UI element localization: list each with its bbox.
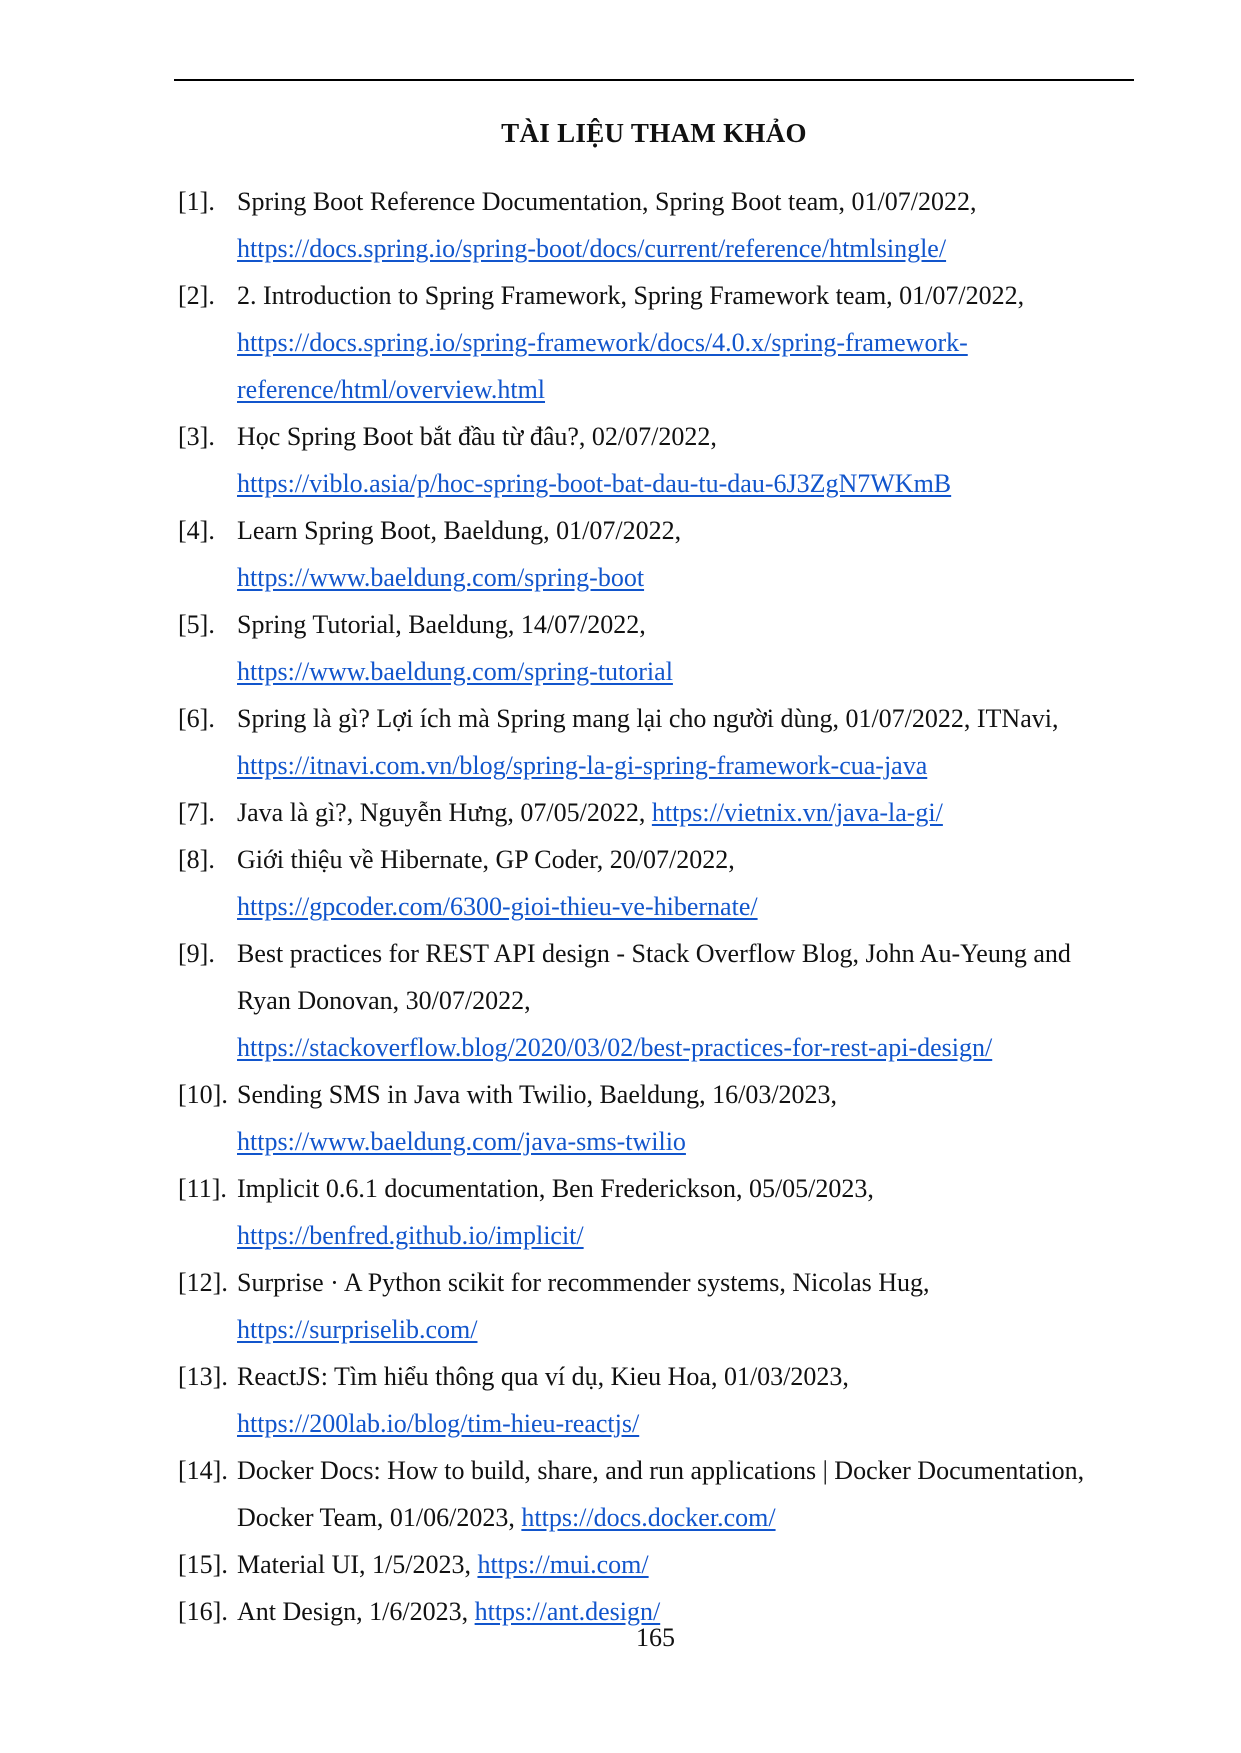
- reference-text: Ant Design, 1/6/2023,: [237, 1597, 469, 1626]
- reference-text: Docker Docs: How to build, share, and run applications | Docker Documentation,: [237, 1456, 1085, 1485]
- reference-number: [5].: [178, 610, 215, 639]
- page-number: 165: [636, 1623, 675, 1652]
- reference-link[interactable]: https://surpriselib.com/: [237, 1315, 478, 1344]
- reference-link[interactable]: https://docs.spring.io/spring-framework/docs/4.0.x/spring-framework-: [237, 328, 968, 357]
- reference-item-9: [178, 930, 1138, 1071]
- reference-item-7: [178, 789, 1138, 836]
- reference-link[interactable]: https://docs.spring.io/spring-boot/docs/current/reference/htmlsingle/: [237, 234, 947, 263]
- reference-number: [8].: [178, 845, 215, 874]
- reference-number: [7].: [178, 798, 215, 827]
- reference-item-11: [178, 1165, 1138, 1259]
- reference-link[interactable]: https://viblo.asia/p/hoc-spring-boot-bat-dau-tu-dau-6J3ZgN7WKmB: [237, 469, 952, 498]
- reference-text: Best practices for REST API design - Stack Overflow Blog, John Au-Yeung and: [237, 939, 1071, 968]
- reference-link[interactable]: https://gpcoder.com/6300-gioi-thieu-ve-hibernate/: [237, 892, 758, 921]
- reference-number: [12].: [178, 1268, 228, 1297]
- reference-link[interactable]: https://www.baeldung.com/spring-boot: [237, 563, 645, 592]
- reference-number: [2].: [178, 281, 215, 310]
- reference-link[interactable]: https://200lab.io/blog/tim-hieu-reactjs/: [237, 1409, 640, 1438]
- reference-link[interactable]: https://itnavi.com.vn/blog/spring-la-gi-spring-framework-cua-java: [237, 751, 928, 780]
- reference-text: Java là gì?, Nguyễn Hưng, 07/05/2022,: [237, 798, 646, 827]
- reference-link[interactable]: https://ant.design/: [474, 1597, 661, 1626]
- reference-number: [4].: [178, 516, 215, 545]
- reference-link[interactable]: https://mui.com/: [477, 1550, 649, 1579]
- reference-link[interactable]: https://stackoverflow.blog/2020/03/02/best-practices-for-rest-api-design/: [237, 1033, 993, 1062]
- reference-link[interactable]: https://benfred.github.io/implicit/: [237, 1221, 584, 1250]
- reference-item-1: [178, 178, 1138, 272]
- reference-link[interactable]: https://www.baeldung.com/java-sms-twilio: [237, 1127, 686, 1156]
- reference-item-15: [178, 1541, 1138, 1588]
- reference-item-14: [178, 1447, 1138, 1541]
- reference-number: [3].: [178, 422, 215, 451]
- reference-text: Spring Boot Reference Documentation, Spring Boot team, 01/07/2022,: [237, 187, 977, 216]
- reference-number: [10].: [178, 1080, 228, 1109]
- reference-text: Implicit 0.6.1 documentation, Ben Frederickson, 05/05/2023,: [237, 1174, 874, 1203]
- reference-number: [11].: [178, 1174, 227, 1203]
- reference-item-6: [178, 695, 1138, 789]
- reference-number: [13].: [178, 1362, 228, 1391]
- reference-item-3: [178, 413, 1138, 507]
- reference-number: [15].: [178, 1550, 228, 1579]
- reference-link-continued[interactable]: reference/html/overview.html: [237, 375, 546, 404]
- reference-number: [14].: [178, 1456, 228, 1485]
- reference-item-5: [178, 601, 1138, 695]
- reference-number: [9].: [178, 939, 215, 968]
- reference-number: [1].: [178, 187, 215, 216]
- reference-text: Surprise · A Python scikit for recommender systems, Nicolas Hug,: [237, 1268, 930, 1297]
- reference-item-12: [178, 1259, 1138, 1353]
- reference-item-8: [178, 836, 1138, 930]
- reference-item-2: [178, 272, 1138, 413]
- reference-text-continued: Docker Team, 01/06/2023,: [237, 1503, 515, 1532]
- reference-item-13: [178, 1353, 1138, 1447]
- reference-text: 2. Introduction to Spring Framework, Spring Framework team, 01/07/2022,: [237, 281, 1025, 310]
- reference-text: Spring là gì? Lợi ích mà Spring mang lại cho người dùng, 01/07/2022, ITNavi,: [237, 704, 1059, 733]
- reference-text: Giới thiệu về Hibernate, GP Coder, 20/07/2022,: [237, 845, 735, 874]
- page-title: TÀI LIỆU THAM KHẢO: [501, 118, 807, 148]
- reference-text: Học Spring Boot bắt đầu từ đâu?, 02/07/2022,: [237, 422, 717, 451]
- reference-text: Learn Spring Boot, Baeldung, 01/07/2022,: [237, 516, 682, 545]
- reference-number: [16].: [178, 1597, 228, 1626]
- reference-item-4: [178, 507, 1138, 601]
- reference-text: Material UI, 1/5/2023,: [237, 1550, 471, 1579]
- reference-number: [6].: [178, 704, 215, 733]
- reference-text: Spring Tutorial, Baeldung, 14/07/2022,: [237, 610, 646, 639]
- reference-list: [178, 178, 1138, 1635]
- reference-item-10: [178, 1071, 1138, 1165]
- reference-text-continued: Ryan Donovan, 30/07/2022,: [237, 986, 531, 1015]
- reference-link[interactable]: https://www.baeldung.com/spring-tutorial: [237, 657, 673, 686]
- reference-link[interactable]: https://vietnix.vn/java-la-gi/: [651, 798, 943, 827]
- reference-text: ReactJS: Tìm hiểu thông qua ví dụ, Kieu Hoa, 01/03/2023,: [237, 1362, 849, 1391]
- reference-text: Sending SMS in Java with Twilio, Baeldung, 16/03/2023,: [237, 1080, 838, 1109]
- reference-link[interactable]: https://docs.docker.com/: [521, 1503, 776, 1532]
- header-rule: [174, 79, 1134, 81]
